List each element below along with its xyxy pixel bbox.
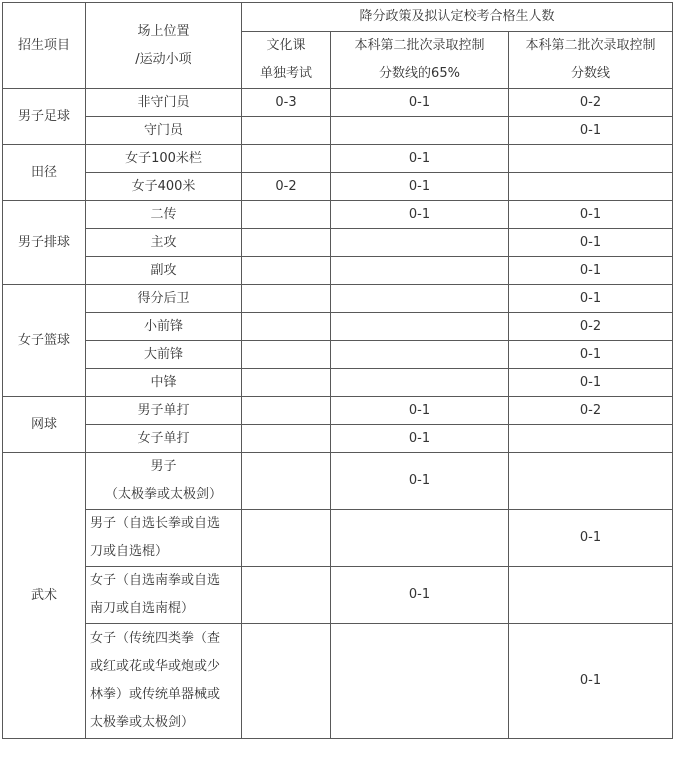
culture-cell [242, 145, 331, 173]
line-cell: 0-1 [509, 285, 673, 313]
header-culture-line1: 文化课 [266, 38, 306, 53]
position-cell: 二传 [86, 201, 242, 229]
pct65-cell: 0-1 [331, 397, 509, 425]
pct65-cell [331, 510, 509, 567]
pct65-cell: 0-1 [331, 173, 509, 201]
culture-cell [242, 285, 331, 313]
header-position-line1: 场上位置 [137, 23, 190, 39]
pct65-cell [331, 257, 509, 285]
header-65pct-line1: 本科第二批次录取控制 [354, 38, 485, 53]
table-row [3, 369, 673, 397]
header-position [86, 3, 242, 89]
header-culture [242, 32, 331, 89]
project-cell: 男子足球 [3, 89, 86, 145]
table-row [3, 229, 673, 257]
header-line-line1: 本科第二批次录取控制 [525, 38, 656, 53]
position-line: 或红或花或华或炮或少 [90, 659, 221, 674]
position-cell: 女子400米 [86, 173, 242, 201]
project-cell: 田径 [3, 145, 86, 201]
table-row [3, 397, 673, 425]
table-row [3, 201, 673, 229]
culture-cell: 0-2 [242, 173, 331, 201]
pct65-cell: 0-1 [331, 89, 509, 117]
project-cell: 女子篮球 [3, 285, 86, 397]
culture-cell [242, 567, 331, 624]
table-row [3, 145, 673, 173]
position-line: 男子（自选长拳或自选 [90, 516, 221, 531]
table-row [3, 453, 673, 510]
pct65-cell: 0-1 [331, 453, 509, 510]
table-row [3, 313, 673, 341]
position-line: 太极拳或太极剑） [90, 715, 195, 730]
pct65-cell: 0-1 [331, 145, 509, 173]
pct65-cell [331, 117, 509, 145]
position-cell: 女子单打 [86, 425, 242, 453]
table-row [3, 624, 673, 739]
position-cell [86, 624, 242, 739]
line-cell: 0-1 [509, 229, 673, 257]
table-row [3, 341, 673, 369]
position-cell: 非守门员 [86, 89, 242, 117]
position-line: （太极拳或太极剑） [104, 487, 222, 502]
table-row [3, 510, 673, 567]
position-cell: 守门员 [86, 117, 242, 145]
line-cell: 0-2 [509, 89, 673, 117]
position-cell [86, 567, 242, 624]
culture-cell [242, 341, 331, 369]
table-row [3, 567, 673, 624]
table-row [3, 117, 673, 145]
culture-cell: 0-3 [242, 89, 331, 117]
header-line-line2: 分数线 [571, 66, 611, 81]
position-cell: 副攻 [86, 257, 242, 285]
line-cell: 0-1 [509, 201, 673, 229]
pct65-cell [331, 313, 509, 341]
pct65-cell: 0-1 [331, 567, 509, 624]
line-cell: 0-1 [509, 117, 673, 145]
position-cell: 男子单打 [86, 397, 242, 425]
header-culture-line2: 单独考试 [259, 66, 312, 81]
table-row [3, 89, 673, 117]
position-line: 女子（传统四类拳（查 [90, 631, 221, 646]
table-row [3, 285, 673, 313]
pct65-cell [331, 341, 509, 369]
header-line [509, 32, 673, 89]
culture-cell [242, 624, 331, 739]
position-line: 南刀或自选南棍） [90, 601, 195, 616]
header-position-line2: /运动小项 [135, 51, 192, 67]
culture-cell [242, 257, 331, 285]
admission-table [2, 2, 673, 739]
position-line: 刀或自选棍） [90, 544, 169, 559]
culture-cell [242, 229, 331, 257]
pct65-cell [331, 369, 509, 397]
line-cell: 0-1 [509, 510, 673, 567]
header-project: 招生项目 [3, 3, 86, 89]
line-cell: 0-2 [509, 397, 673, 425]
pct65-cell [331, 624, 509, 739]
project-cell: 男子排球 [3, 201, 86, 285]
culture-cell [242, 117, 331, 145]
position-line: 女子（自选南拳或自选 [90, 573, 221, 588]
line-cell: 0-1 [509, 624, 673, 739]
position-cell: 主攻 [86, 229, 242, 257]
position-cell: 得分后卫 [86, 285, 242, 313]
position-cell: 女子100米栏 [86, 145, 242, 173]
pct65-cell [331, 285, 509, 313]
line-cell: 0-1 [509, 257, 673, 285]
table-row [3, 173, 673, 201]
culture-cell [242, 201, 331, 229]
position-cell: 小前锋 [86, 313, 242, 341]
header-policy-group: 降分政策及拟认定校考合格生人数 [242, 3, 673, 32]
line-cell [509, 425, 673, 453]
table-row [3, 257, 673, 285]
pct65-cell [331, 229, 509, 257]
header-65pct-line2: 分数线的65% [379, 66, 460, 81]
culture-cell [242, 510, 331, 567]
line-cell: 0-1 [509, 341, 673, 369]
line-cell [509, 173, 673, 201]
line-cell [509, 567, 673, 624]
line-cell: 0-1 [509, 369, 673, 397]
header-65pct [331, 32, 509, 89]
position-line: 男子 [150, 459, 177, 474]
project-cell: 武术 [3, 453, 86, 739]
position-cell [86, 510, 242, 567]
position-cell: 大前锋 [86, 341, 242, 369]
position-line: 林拳）或传统单器械或 [90, 687, 221, 702]
table-row [3, 425, 673, 453]
line-cell [509, 453, 673, 510]
culture-cell [242, 453, 331, 510]
line-cell: 0-2 [509, 313, 673, 341]
culture-cell [242, 313, 331, 341]
pct65-cell: 0-1 [331, 201, 509, 229]
position-cell: 中锋 [86, 369, 242, 397]
pct65-cell: 0-1 [331, 425, 509, 453]
culture-cell [242, 369, 331, 397]
line-cell [509, 145, 673, 173]
culture-cell [242, 397, 331, 425]
project-cell: 网球 [3, 397, 86, 453]
position-cell [86, 453, 242, 510]
culture-cell [242, 425, 331, 453]
